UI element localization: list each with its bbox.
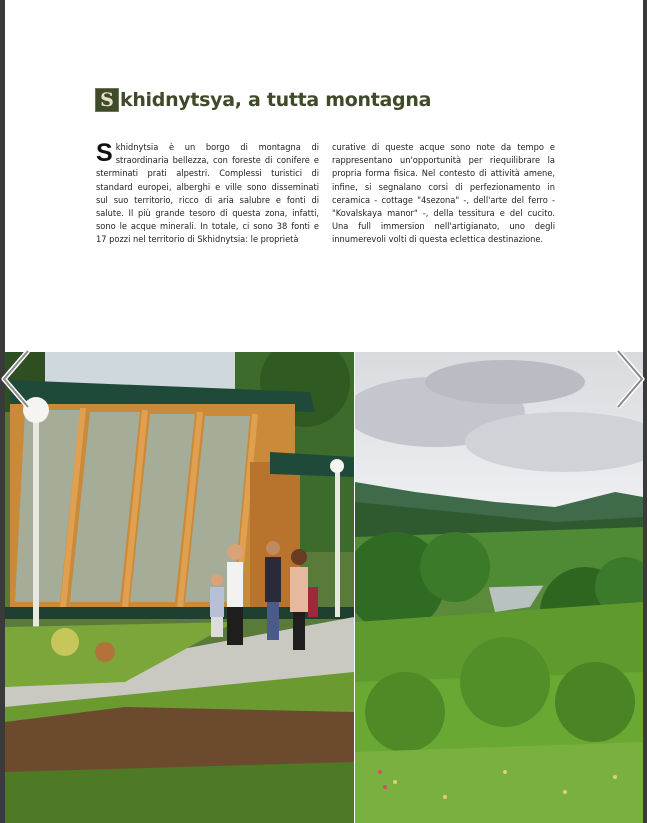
article-title [95,88,431,112]
previous-page-button[interactable] [0,348,34,410]
viewer-right-edge [643,0,647,823]
drop-cap: S [96,139,113,167]
article-title-text: khidnytsya, a tutta montagna [120,89,432,111]
chevron-left-icon [0,348,34,410]
article-column-1 [96,141,319,247]
article-column-1-text: khidnytsia è un borgo di montagna di straordinaria bellezza, con foreste di conifere e sterminati prati alpestri. Complessi turistici di standard europei, alberghi e ville sono disseminati sul suo territorio, ricco di aria salubre e fonti di salute. Il più grande tesoro di questa zona, infatti, sono le acque minerali. In totale, ci sono 38 fonti e 17 pozzi nel territorio di Skhidnytsia: le proprietà [96,142,319,246]
next-page-button[interactable] [612,348,646,410]
photo-strip [5,352,643,823]
magazine-page [5,0,643,823]
landscape-photo [355,352,643,823]
article-column-2-text: curative di queste acque sono note da tempo e rappresentano un'opportunità per riequilibrare la propria forma fisica. Nel contesto di attività amene, infine, si segnalano corsi di perfezionamento in ceramica - cottage "4sezona" -, dell'arte del ferro - "Kovalskaya manor" -, della tessitura e del cucito. Una full immersion nell'artigianato, uno degli innumerevoli volti di questa eclettica destinazione. [332,142,555,246]
title-initial-logo: S [95,88,119,112]
cottage-photo [5,352,354,823]
article-column-2 [332,141,555,247]
chevron-right-icon [612,348,646,410]
